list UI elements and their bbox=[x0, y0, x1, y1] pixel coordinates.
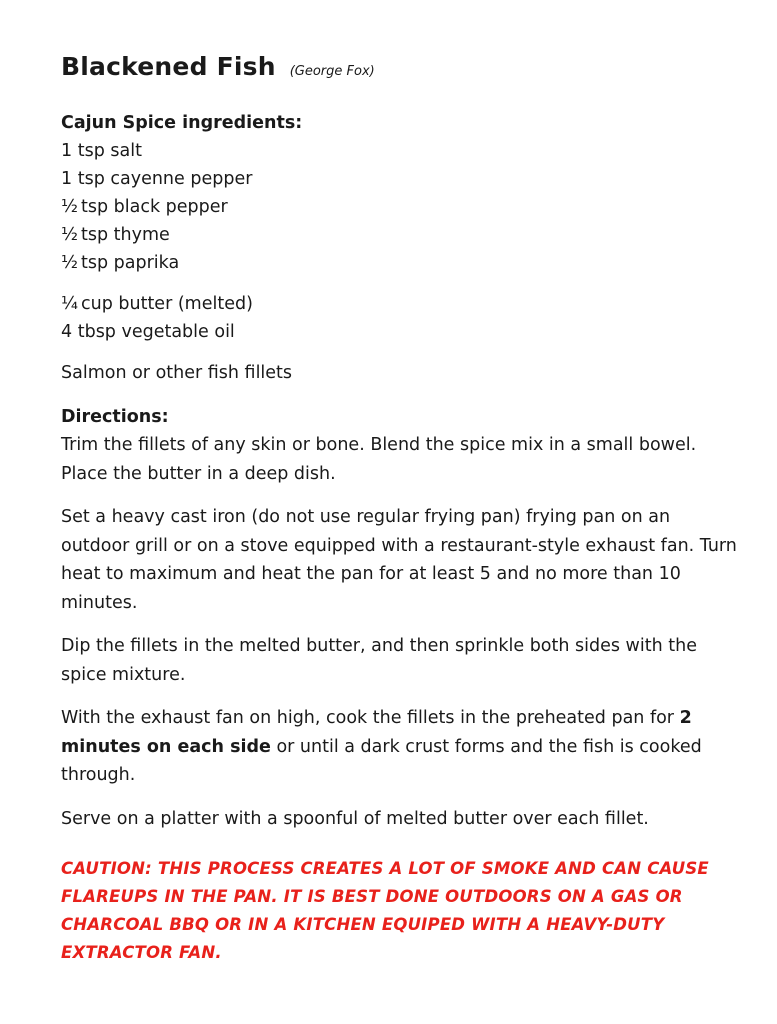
ingredient-item bbox=[61, 290, 737, 318]
ingredient-qty: ½ bbox=[61, 197, 78, 217]
ingredient-qty: ¼ bbox=[61, 294, 78, 314]
ingredient-item bbox=[61, 249, 737, 277]
ingredient-item bbox=[61, 318, 737, 346]
directions-heading: Directions: bbox=[61, 407, 169, 427]
cook-time-emphasis: 2 minutes on each side bbox=[61, 708, 692, 757]
ingredient-qty: 1 bbox=[61, 169, 73, 189]
ingredient-text: tsp black pepper bbox=[81, 197, 228, 217]
spice-ingredients bbox=[61, 109, 737, 277]
direction-step-4-start: With the exhaust fan on high, cook the fillets in the preheated pan for bbox=[61, 708, 680, 728]
ingredient-item bbox=[61, 221, 737, 249]
ingredient-text: tsp cayenne pepper bbox=[77, 169, 253, 189]
ingredient-item bbox=[61, 193, 737, 221]
direction-step-4-end: or until a dark crust forms and the fish is cooked through. bbox=[61, 736, 702, 785]
caution-warning: CAUTION: THIS PROCESS CREATES A LOT OF SMOKE AND CAN CAUSE FLAREUPS IN THE PAN. IT IS BEST DONE OUTDOORS ON A GAS OR CHARCOAL BBQ OR IN A KITCHEN EQUIPED WITH A HEAVY-DUTY EXTRACTOR FAN. bbox=[61, 859, 709, 962]
ingredient-qty: 1 bbox=[61, 141, 73, 161]
ingredient-item bbox=[61, 137, 737, 165]
ingredient-qty: ½ bbox=[61, 253, 78, 273]
recipe-title: Blackened Fish bbox=[61, 52, 276, 81]
fish-line: Salmon or other fish fillets bbox=[61, 363, 293, 383]
ingredient-text: tsp paprika bbox=[81, 253, 180, 273]
ingredient-text: cup butter (melted) bbox=[81, 294, 253, 314]
direction-step-4 bbox=[61, 704, 737, 790]
recipe-author: (George Fox) bbox=[289, 64, 375, 79]
ingredient-text: tbsp vegetable oil bbox=[77, 322, 235, 342]
ingredient-qty: ½ bbox=[61, 225, 78, 245]
ingredient-text: tsp salt bbox=[77, 141, 142, 161]
directions-section bbox=[61, 403, 737, 833]
ingredient-item bbox=[61, 165, 737, 193]
spice-heading: Cajun Spice ingredients: bbox=[61, 113, 303, 133]
direction-step-1: Trim the fillets of any skin or bone. Blend the spice mix in a small bowel. Place the butter in a deep dish. bbox=[61, 435, 697, 484]
other-ingredients bbox=[61, 290, 737, 346]
direction-step-2: Set a heavy cast iron (do not use regular frying pan) frying pan on an outdoor grill or on a stove equipped with a restaurant-style exhaust fan. Turn heat to maximum and heat the pan for at least 5 and no more than 10 minutes. bbox=[61, 507, 737, 613]
fish-ingredient bbox=[61, 359, 737, 387]
ingredient-qty: 4 bbox=[61, 322, 73, 342]
title-row bbox=[61, 52, 737, 81]
ingredient-text: tsp thyme bbox=[81, 225, 170, 245]
direction-step-5: Serve on a platter with a spoonful of melted butter over each fillet. bbox=[61, 808, 649, 829]
direction-step-3: Dip the fillets in the melted butter, and then sprinkle both sides with the spice mixture. bbox=[61, 636, 697, 685]
